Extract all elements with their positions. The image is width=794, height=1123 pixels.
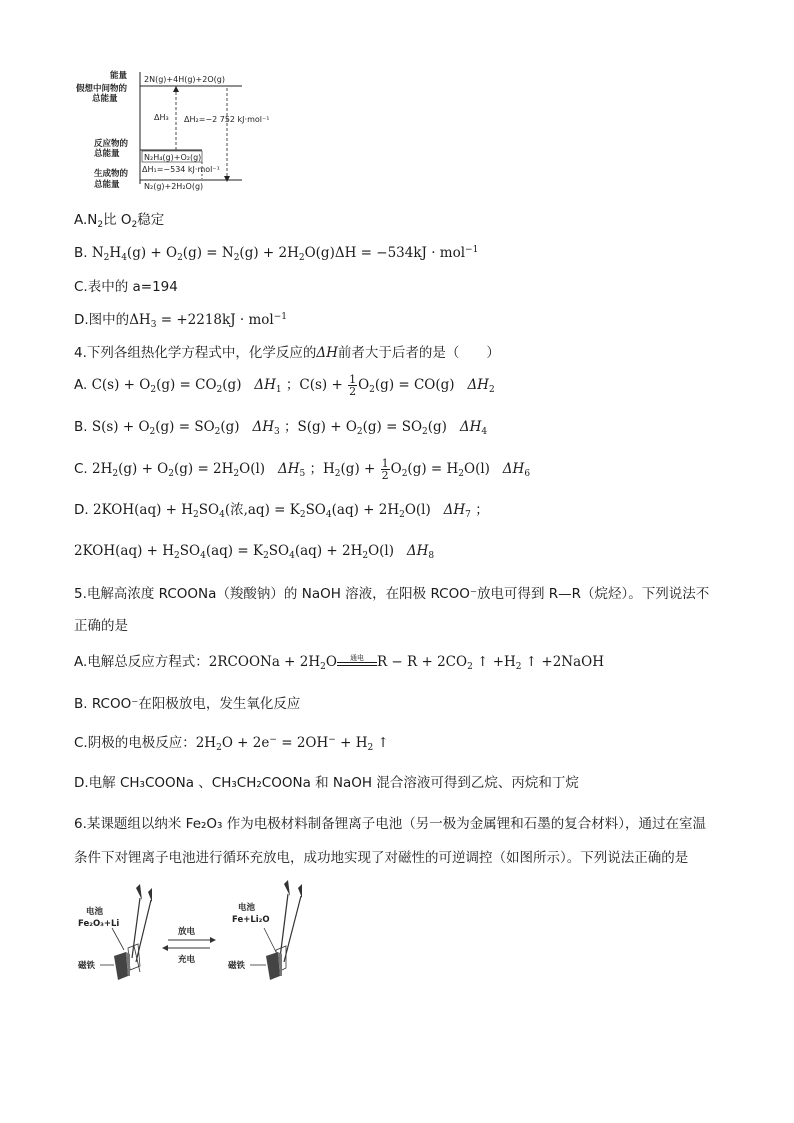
q5-option-a: A.电解总反应方程式：2RCOONa + $2H_2O$ 通电 $R - R + 2CO_2$ ↑ $+H_2$ ↑ +2NaOH [74, 654, 605, 672]
svg-text:电池: 电池 [86, 907, 104, 917]
mid-level-label: N₂H₄(g)+O₂(g) [144, 153, 202, 162]
dh2-label: ΔH₂=−2 752 kJ·mol⁻¹ [184, 115, 270, 124]
q3-option-a: $A.N_2$比 $O_2$稳定 [74, 212, 165, 230]
svg-text:Fe+Li₂O: Fe+Li₂O [232, 915, 270, 925]
q3-option-b: B. $N_2H_4(g) + O_2(g) = N_2(g) + 2H_2O(g)\Delta H = -534kJ \cdot mol^{-1}$ [74, 245, 479, 263]
left-magnet-label: 磁铁 [78, 961, 96, 971]
energy-level-diagram [72, 66, 282, 191]
q5-stem-line2: 正确的是 [74, 618, 128, 634]
dh1-label: ΔH₁=−534 kJ·mol⁻¹ [142, 165, 220, 174]
q4-option-a: A. $C(s) + O_2(g) = CO_2(g)$ $\Delta H_1$ ；C(s) + $\frac{1}{2}$ $O_2(g) = CO(g)$ $\Delta H_2$ [74, 373, 495, 398]
discharge-label: 放电 [178, 927, 196, 937]
svg-text:总能量: 总能量 [94, 180, 120, 190]
svg-text:生成物的: 生成物的 [94, 169, 129, 179]
q5-option-c: C.阴极的电极反应：$2H_2O + 2e^- = 2OH^- + H_2$ ↑ [74, 735, 389, 753]
y-axis-label: 能量 [110, 71, 128, 81]
q3-option-d: D.图中的$\Delta H_3 = +2218kJ \cdot mol^{-1}$ [74, 312, 288, 330]
q4-option-d: D. $2KOH(aq) + H_2SO_4$(浓$,aq) = K_2SO_4(aq) + 2H_2O(l)$ $\Delta H_7$ ； [74, 502, 489, 520]
q4-option-c: C. $2H_2(g) + O_2(g) = 2H_2O(l)$ $\Delta H_5$ ；$H_2(g)$ + $\frac{1}{2}$ $O_2(g) = H_2O(l)$ $\Delta H_6$ [74, 457, 531, 482]
svg-text:总能量: 总能量 [92, 94, 118, 104]
q5-stem-line1: 5.电解高浓度 RCOONa（羧酸钠）的 NaOH 溶液，在阳极 RCOO⁻放电可得到 R—R（烷烃）。下列说法不 [74, 586, 710, 602]
q3-option-c: C.表中的 a=194 [74, 279, 178, 295]
top-level-label: 2N(g)+4H(g)+2O(g) [144, 75, 225, 84]
q4-option-b: B. $S(s) + O_2(g) = SO_2(g)$ $\Delta H_3$ ；$S(g) + O_2(g) = SO_2(g)$ $\Delta H_4$ [74, 419, 488, 437]
svg-text:反应物的: 反应物的 [94, 139, 129, 149]
svg-text:假想中间物的: 假想中间物的 [76, 84, 128, 94]
svg-text:总能量: 总能量 [94, 149, 120, 159]
charge-label: 充电 [178, 955, 196, 965]
battery-magnet-figure [72, 880, 312, 990]
right-magnet-label: 磁铁 [228, 961, 246, 971]
q5-option-b: B. RCOO⁻在阳极放电，发生氧化反应 [74, 696, 301, 712]
q4-stem: 4.下列各组热化学方程式中，化学反应的ΔH前者大于后者的是（ ） [74, 345, 500, 361]
dh3-label: ΔH₃ [154, 113, 169, 122]
q6-stem-line2: 条件下对锂离子电池进行循环充放电，成功地实现了对磁性的可逆调控（如图所示）。下列说法正确的是 [74, 850, 689, 866]
svg-text:电池: 电池 [238, 903, 256, 913]
q6-stem-line1: 6.某课题组以纳米 Fe₂O₃ 作为电极材料制备锂离子电池（另一极为金属锂和石墨的复合材料），通过在室温 [74, 816, 706, 832]
low-level-label: N₂(g)+2H₂O(g) [144, 182, 204, 191]
svg-text:Fe₂O₃+Li: Fe₂O₃+Li [78, 919, 120, 929]
q5-option-d: D.电解 CH₃COONa 、CH₃CH₂COONa 和 NaOH 混合溶液可得到乙烷、丙烷和丁烷 [74, 775, 579, 791]
q4-option-d-cont: $2KOH(aq) + H_2SO_4(aq) = K_2SO_4(aq) + 2H_2O(l)$ $\Delta H_8$ [74, 543, 435, 561]
